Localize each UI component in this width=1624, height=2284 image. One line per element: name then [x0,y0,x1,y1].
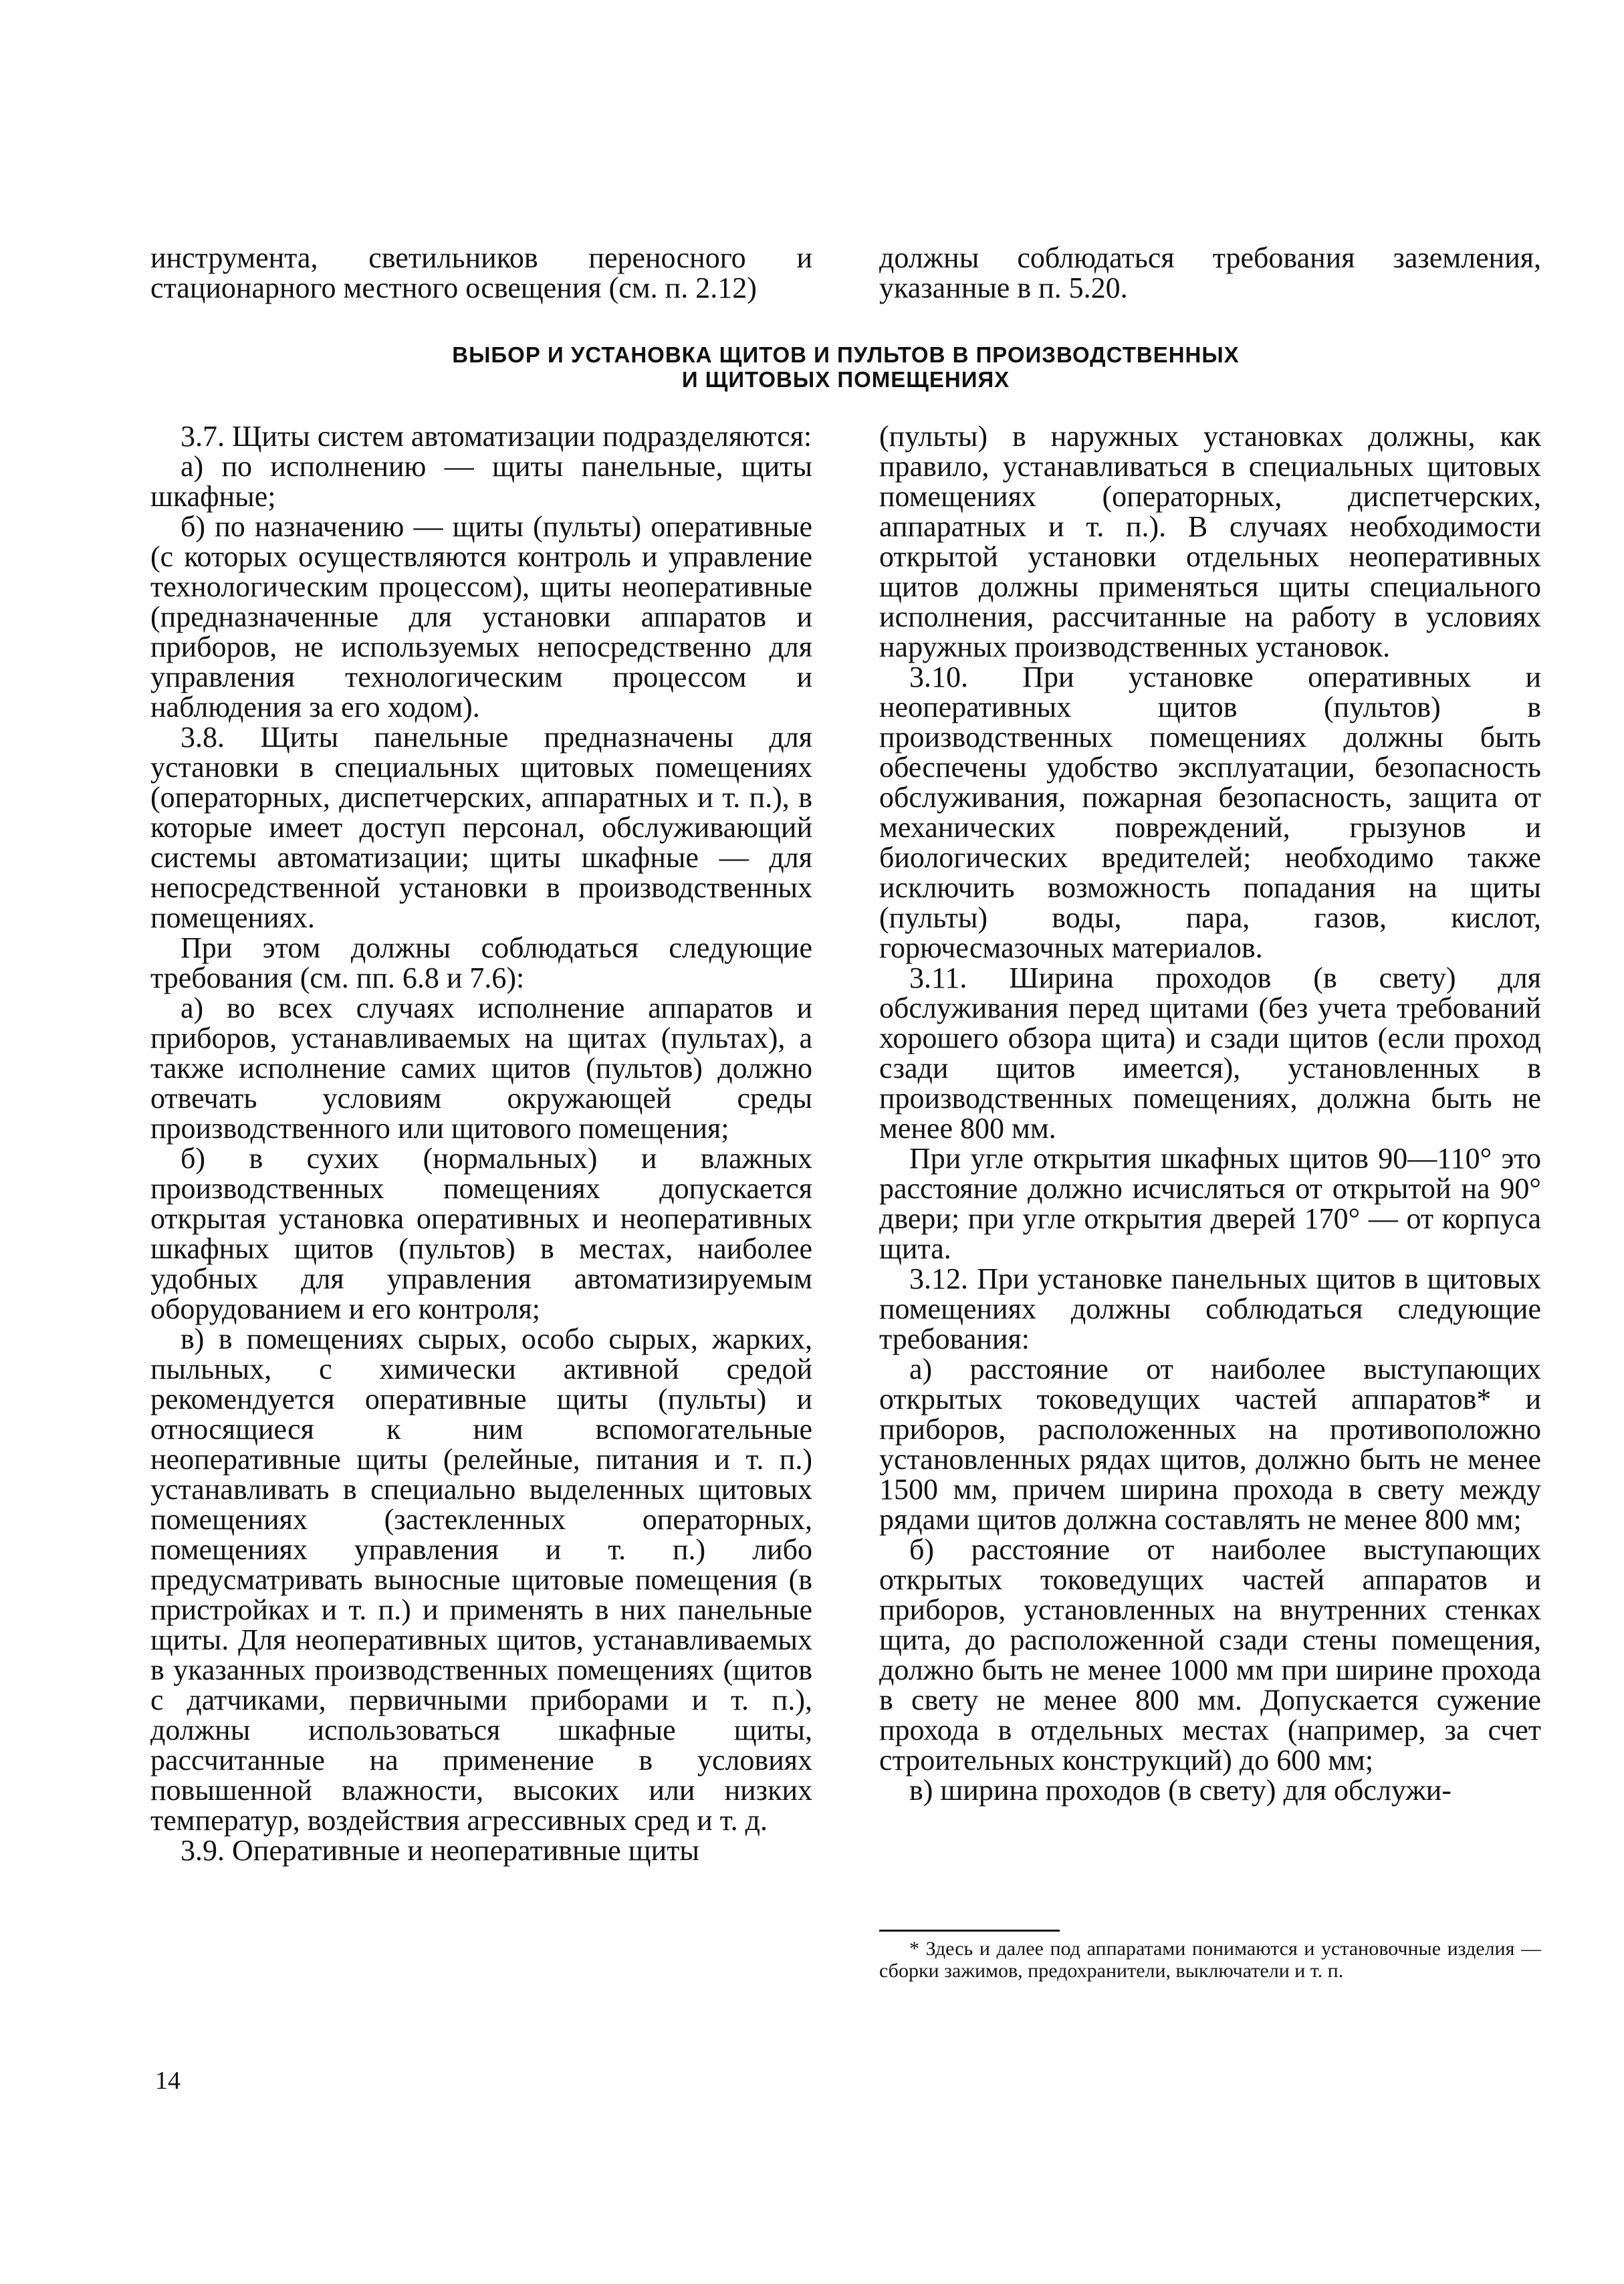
footnote-divider [879,1930,1060,1932]
paragraph: 3.8. Щиты панельные предназначены для установки в специальных щитовых помещениях (операторных, диспетчерских, аппаратных и т. п.), в которые имеет доступ персонал, обслуживающий системы автоматизации; щиты шкафные — для непосредственной установки в производственных помещениях. [150,721,812,934]
paragraph: При этом должны соблюдаться следующие требования (см. пп. 6.8 и 7.6): [150,931,812,994]
section-heading-line-1: ВЫБОР И УСТАНОВКА ЩИТОВ И ПУЛЬТОВ В ПРОИЗВОДСТВЕННЫХ [452,342,1240,367]
paragraph: а) по исполнению — щиты панельные, щиты шкафные; [150,450,812,513]
paragraph: 3.12. При установке панельных щитов в щитовых помещениях должны соблюдаться следующие требования: [879,1262,1541,1355]
carryover-text-left [150,243,812,303]
paragraph: б) по назначению — щиты (пульты) оперативные (с которых осуществляются контроль и управление технологическим процессом), щиты неоперативные (предназначенные для установки аппаратов и приборов, не используемых непосредственно для управления технологическим процессом и наблюдения за его ходом). [150,510,812,723]
paragraph: должны соблюдаться требования заземления, указанные в п. 5.20. [879,241,1541,304]
left-column [150,421,812,1865]
paragraph: в) ширина проходов (в свету) для обслужи- [909,1774,1452,1807]
section-heading [150,342,1541,392]
carryover-text-right [879,243,1541,303]
paragraph: 3.10. При установке оперативных и неоперативных щитов (пультов) в производственных помещениях должны быть обеспечены удобство эксплуатации, безопасность обслуживания, пожарная безопасность, защита от механических повреждений, грызунов и биологических вредителей; необходимо также исключить возможность попадания на щиты (пульты) воды, пара, газов, кислот, горючесмазочных материалов. [879,661,1541,964]
paragraph: а) во всех случаях исполнение аппаратов и приборов, устанавливаемых на щитах (пультах), а также исполнение самих щитов (пультов) должно отвечать условиям окружающей среды производственного или щитового помещения; [150,992,812,1145]
paragraph: (пульты) в наружных установках должны, как правило, устанавливаться в специальных щитовых помещениях (операторных, диспетчерских, аппаратных и т. п.). В случаях необходимости открытой установки отдельных неоперативных щитов должны применяться щиты специального исполнения, рассчитанные на работу в условиях наружных производственных установок. [879,420,1541,663]
paragraph: инструмента, светильников переносного и стационарного местного освещения (см. п. 2.12) [150,241,812,304]
section-heading-line-2: И ЩИТОВЫХ ПОМЕЩЕНИЯХ [681,367,1010,392]
paragraph: а) расстояние от наиболее выступающих открытых токоведущих частей аппаратов* и приборов, расположенных на противоположно установленных рядах щитов, должно быть не менее 1500 мм, причем ширина прохода в свету между рядами щитов должна составлять не менее 800 мм; [879,1353,1541,1536]
paragraph: 3.11. Ширина проходов (в свету) для обслуживания перед щитами (без учета требований хорошего обзора щита) и сзади щитов (если проход сзади щитов имеется), установленных в производственных помещениях, должна быть не менее 800 мм. [879,961,1541,1145]
paragraph: 3.9. Оперативные и неоперативные щиты [181,1834,699,1867]
footnote [879,1938,1541,1982]
page-number: 14 [155,2067,181,2095]
footnote-text: * Здесь и далее под аппаратами понимаются и установочные изделия — сборки зажимов, предохранители, выключатели и т. п. [879,1938,1541,1982]
paragraph: б) расстояние от наиболее выступающих открытых токоведущих частей аппаратов и приборов, установленных на внутренних стенках щита, до расположенной сзади стены помещения, должно быть не менее 1000 мм при ширине прохода в свету не менее 800 мм. Допускается сужение прохода в отдельных местах (например, за счет строительных конструкций) до 600 мм; [879,1533,1541,1777]
right-column [879,421,1541,1805]
paragraph: в) в помещениях сырых, особо сырых, жарких, пыльных, с химически активной средой рекомендуется оперативные щиты (пульты) и относящиеся к ним вспомогательные неоперативные щиты (релейные, питания и т. п.) устанавливать в специально выделенных щитовых помещениях (застекленных операторных, помещениях управления и т. п.) либо предусматривать выносные щитовые помещения (в пристройках и т. п.) и применять в них панельные щиты. Для неоперативных щитов, устанавливаемых в указанных производственных помещениях (щитов с датчиками, первичными приборами и т. п.), должны использоваться шкафные щиты, рассчитанные на применение в условиях повышенной влажности, высоких или низких температур, воздействия агрессивных сред и т. д. [150,1323,812,1837]
paragraph: б) в сухих (нормальных) и влажных производственных помещениях допускается открытая установка оперативных и неоперативных шкафных щитов (пультов) в местах, наиболее удобных для управления автоматизируемым оборудованием и его контроля; [150,1142,812,1325]
paragraph: 3.7. Щиты систем автоматизации подразделяются: [181,420,812,453]
paragraph: При угле открытия шкафных щитов 90—110° это расстояние должно исчисляться от открытой на 90° двери; при угле открытия дверей 170° — от корпуса щита. [879,1142,1541,1265]
